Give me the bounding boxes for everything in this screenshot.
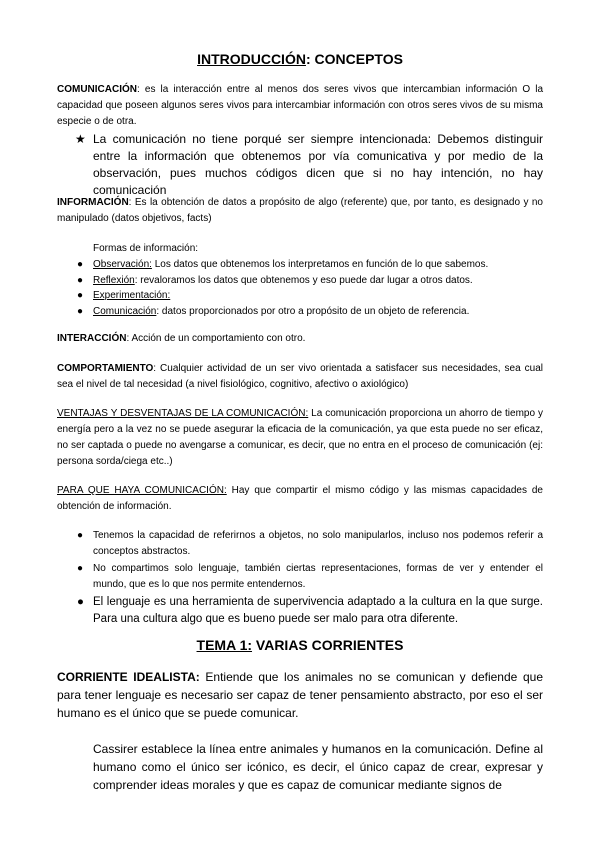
list-item: ● No compartimos solo lenguaje, también ciertas representaciones, formas de ver y entender el mundo, que es lo que nos permite entendernos. <box>77 563 543 590</box>
list-item: ● El lenguaje es una herramienta de supervivencia adaptado a la cultura en la que surge. Para una cultura algo que es bueno puede ser malo para otra diferente. <box>77 596 543 625</box>
star-bullet-icon: ★ <box>75 132 86 146</box>
heading-introduccion: INTRODUCCIÓN: CONCEPTOS <box>197 51 403 67</box>
note-item: ★ La comunicación no tiene porqué ser siempre intencionada: Debemos distinguir entre la información que obtenemos por vía comunicativa y por medio de la observación, pues muchos códigos dicen que si no hay intención, no hay comunicación <box>75 132 543 197</box>
paragraph-cassirer: Cassirer establece la línea entre animales y humanos en la comunicación. Define al humano como el único ser icónico, es decir, el único capaz de crear, expresar y comprender ideas morales y que es capaz de comunicar mediante signos de <box>93 742 543 792</box>
paragraph-corriente-idealista: CORRIENTE IDEALISTA: Entiende que los animales no se comunican y defiende que para tener lenguaje es necesario ser capaz de tener pensamiento abstracto, por eso el ser humano es el único que se puede comunicar. <box>57 670 543 720</box>
list-item: ● Tenemos la capacidad de referirnos a objetos, no solo manipularlos, incluso nos podemos referir a conceptos abstractos. <box>77 530 543 557</box>
paragraph-comportamiento: COMPORTAMIENTO: Cualquier actividad de un ser vivo orientada a satisfacer sus necesidades, sea cual sea el nivel de tal necesidad (a nivel fisiológico, cognitivo, afectivo o axiológico) <box>57 363 543 390</box>
term-interaccion: INTERACCIÓN <box>57 333 127 344</box>
bullet-icon: ● <box>77 290 84 301</box>
bullet-icon: ● <box>77 530 84 541</box>
para-que-list <box>57 528 543 628</box>
term-para-que: PARA QUE HAYA COMUNICACIÓN: <box>57 485 227 496</box>
paragraph-para-que: PARA QUE HAYA COMUNICACIÓN: Hay que compartir el mismo código y las mismas capacidades de obtención de información. <box>57 485 543 512</box>
term-ventajas: VENTAJAS Y DESVENTAJAS DE LA COMUNICACIÓN: <box>57 408 309 419</box>
paragraph-ventajas: VENTAJAS Y DESVENTAJAS DE LA COMUNICACIÓN: La comunicación proporciona un ahorro de tiempo y energía pero a la vez no se puede asegurar la eficacia de la comunicación, ya que esta puede no ser eficaz, no ser captada o puede no avengarse a comunicar, es decir, que no entra en el proceso de comunicación (ej: persona sorda/ciega etc..) <box>57 408 543 467</box>
term-comunicacion: COMUNICACIÓN <box>57 84 137 95</box>
paragraph-informacion: INFORMACIÓN: Es la obtención de datos a propósito de algo (referente) que, por tanto, es designado y no manipulado (datos objetivos, facts) <box>57 197 543 224</box>
bullet-icon: ● <box>77 305 84 317</box>
forms-label: Formas de información: <box>93 243 199 254</box>
list-item: ● Comunicación: datos proporcionados por otro a propósito de un objeto de referencia. <box>57 304 543 320</box>
paragraph-comunicacion: COMUNICACIÓN: es la interacción entre al menos dos seres vivos que intercambian información O la capacidad que poseen algunos seres vivos para intercambiar información con otros seres vivos de su misma especie o de otra. <box>57 84 543 127</box>
bullet-icon: ● <box>77 259 84 270</box>
term-comportamiento: COMPORTAMIENTO <box>57 363 154 374</box>
paragraph-interaccion: INTERACCIÓN: Acción de un comportamiento con otro. <box>57 333 306 344</box>
forms-list <box>57 257 543 319</box>
term-corriente-idealista: CORRIENTE IDEALISTA: <box>57 670 200 684</box>
bullet-icon: ● <box>77 563 84 574</box>
list-item: ● Observación: Los datos que obtenemos los interpretamos en función de lo que sabemos. <box>57 257 543 273</box>
bullet-icon: ● <box>77 274 84 286</box>
list-item: ● Reflexión: revaloramos los datos que obtenemos y eso puede dar lugar a otros datos. <box>57 273 543 289</box>
heading-tema-1: TEMA 1: VARIAS CORRIENTES <box>196 637 404 653</box>
term-informacion: INFORMACIÓN <box>57 197 129 208</box>
note-list <box>57 131 543 199</box>
bullet-icon: ● <box>77 596 84 608</box>
list-item: ● Experimentación: <box>57 288 543 304</box>
